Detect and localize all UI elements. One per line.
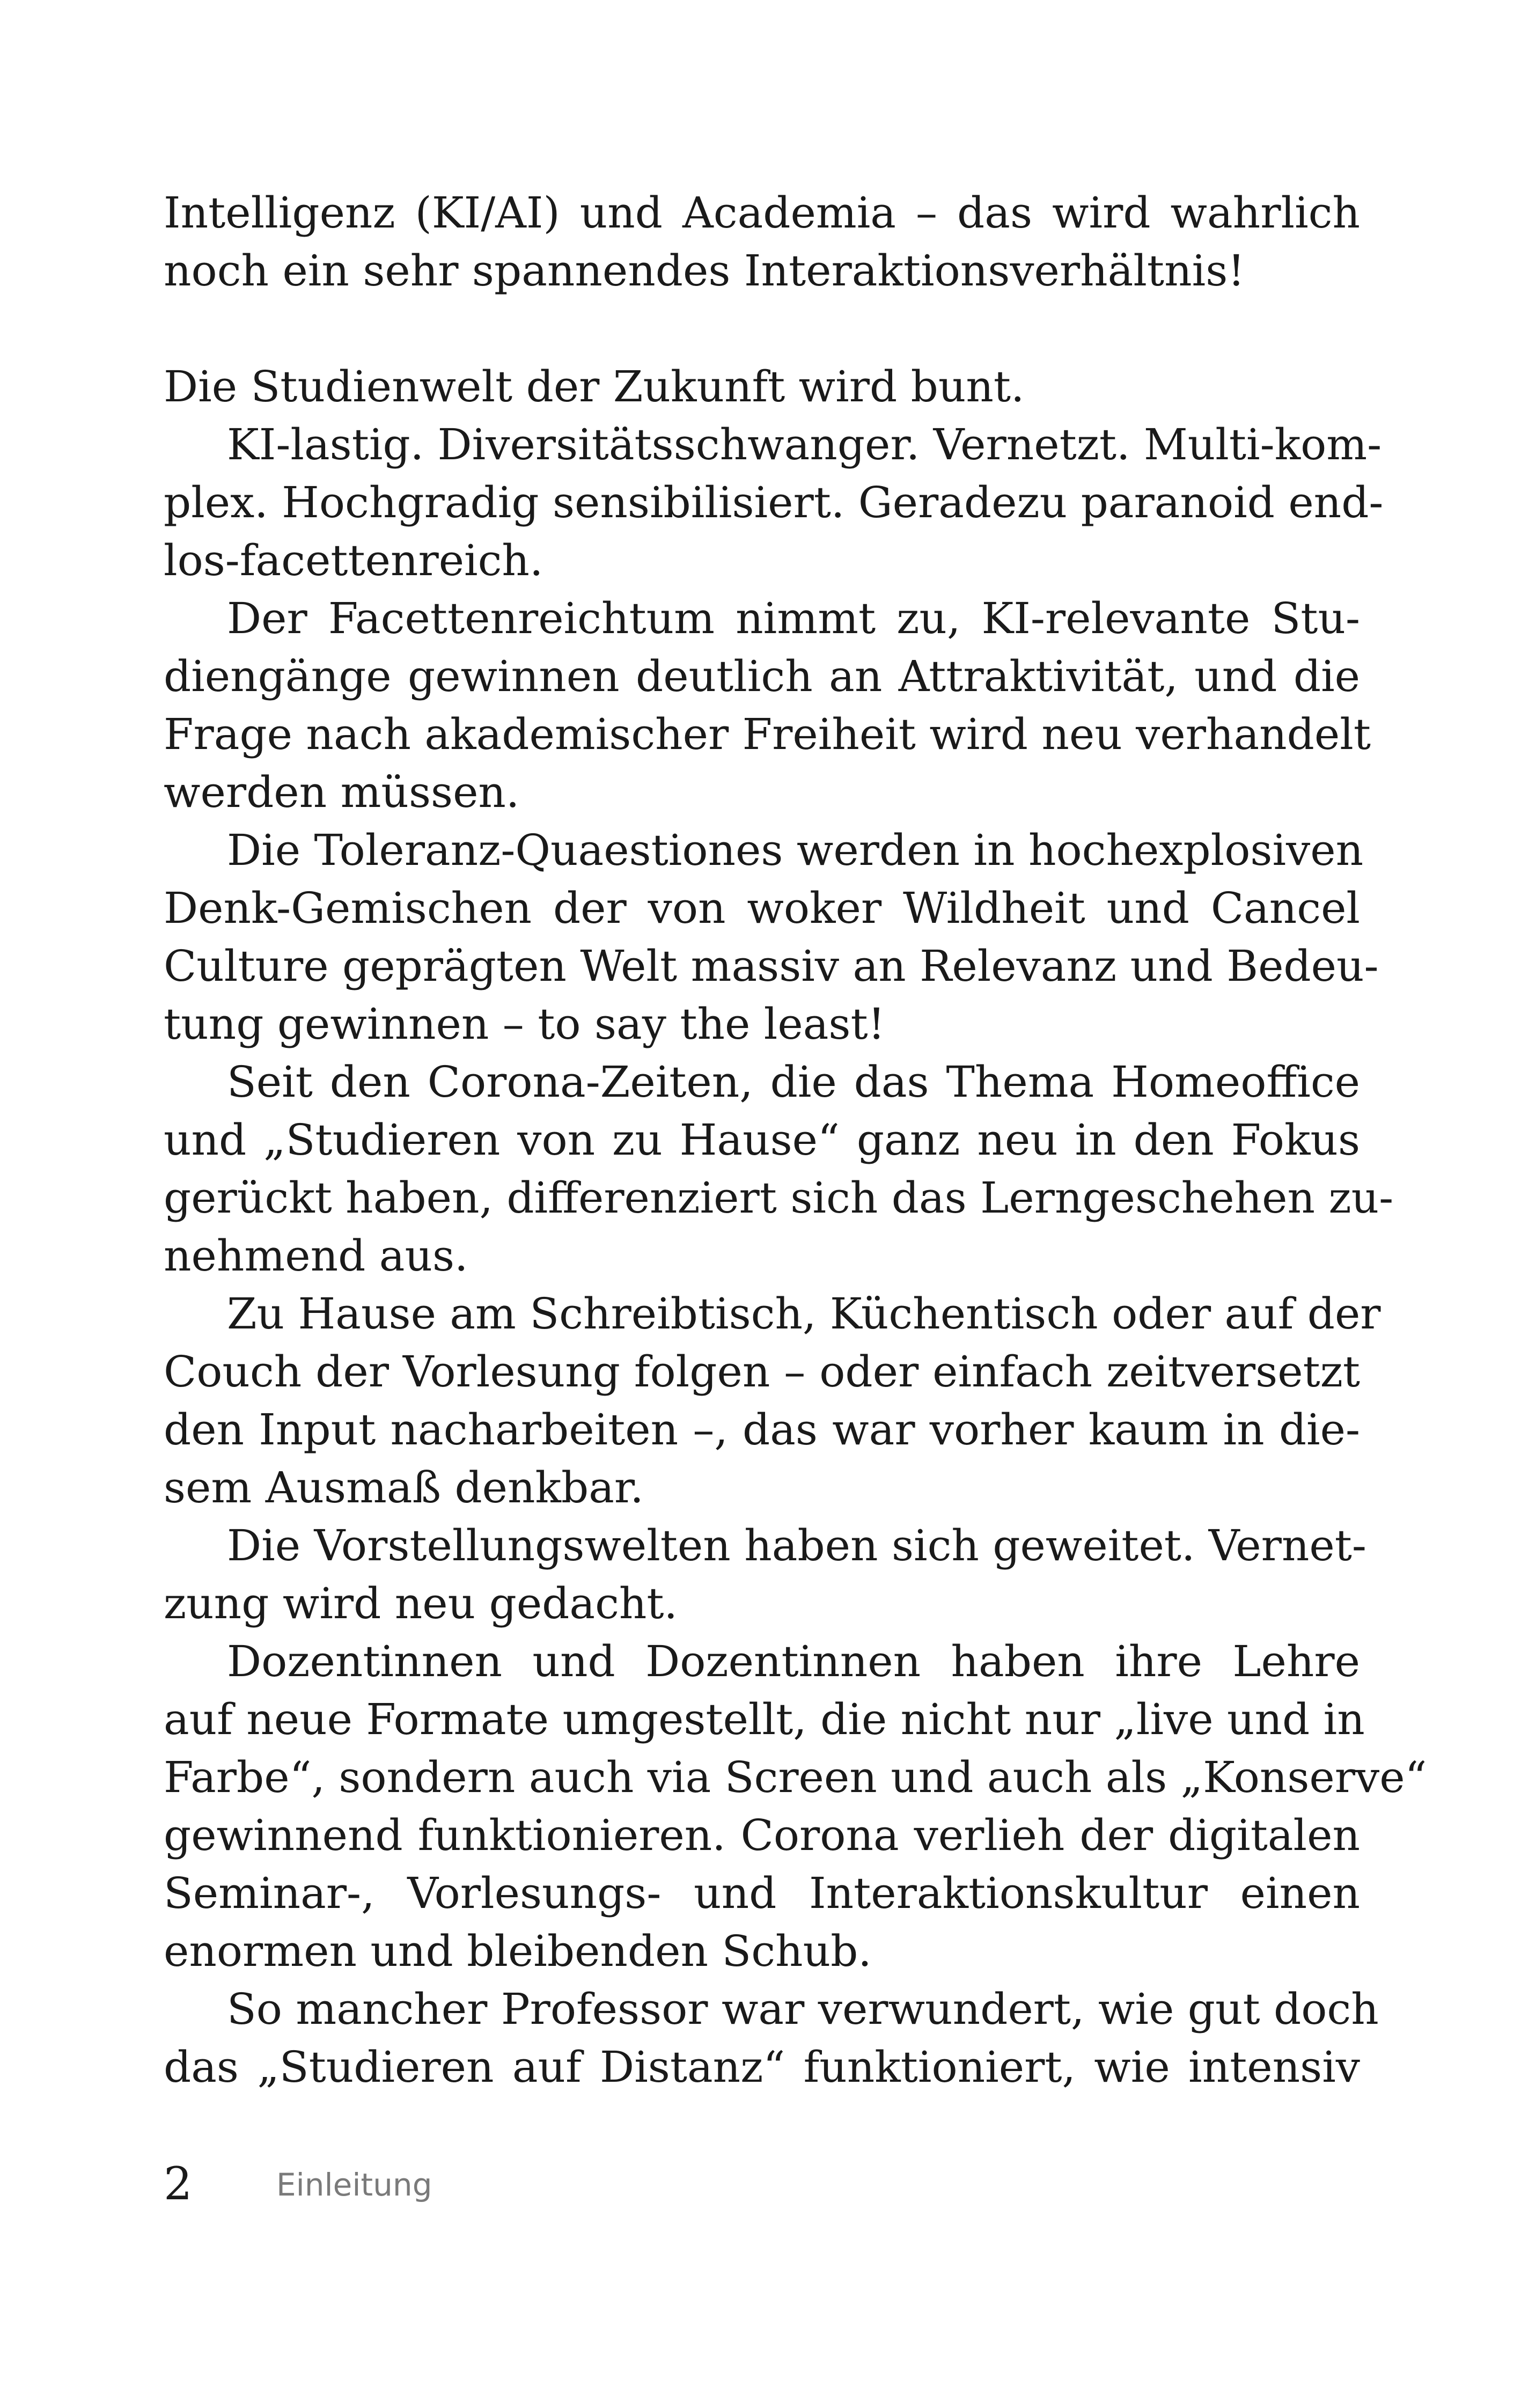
text-line: nehmend aus.: [164, 1231, 468, 1281]
text-line: werden müssen.: [164, 767, 520, 817]
text-line: gewinnend funktionieren. Corona verlieh der digitalen: [164, 1810, 1360, 1860]
text-line: KI-lastig. Diversitätsschwanger. Vernetzt. Multi-kom-: [227, 420, 1382, 469]
text-line: den Input nacharbeiten –, das war vorher kaum in die-: [164, 1405, 1360, 1455]
running-head: Einleitung: [276, 2167, 432, 2203]
text-line: noch ein sehr spannendes Interaktionsverhältnis!: [164, 246, 1245, 296]
text-line: Seminar-, Vorlesungs- und Interaktionskultur einen: [164, 1868, 1360, 1918]
text-line: Culture geprägten Welt massiv an Relevanz und Bedeu-: [164, 941, 1379, 991]
body-text: [164, 184, 1427, 2096]
text-line: Die Studienwelt der Zukunft wird bunt.: [164, 362, 1025, 412]
text-line: Couch der Vorlesung folgen – oder einfach zeitversetzt: [164, 1347, 1360, 1397]
text-line: Die Toleranz-Quaestiones werden in hochexplosiven: [227, 825, 1364, 875]
text-line: Frage nach akademischer Freiheit wird neu verhandelt: [164, 709, 1371, 759]
text-line: enormen und bleibenden Schub.: [164, 1926, 872, 1976]
text-line: gerückt haben, differenziert sich das Lerngeschehen zu-: [164, 1173, 1394, 1223]
text-line: Dozentinnen und Dozentinnen haben ihre Lehre: [227, 1636, 1360, 1686]
text-line: Der Facettenreichtum nimmt zu, KI-relevante Stu-: [227, 593, 1360, 643]
text-line: tung gewinnen – to say the least!: [164, 999, 885, 1049]
page-number: 2: [164, 2157, 193, 2210]
text-line: auf neue Formate umgestellt, die nicht nur „live und in: [164, 1694, 1365, 1744]
text-line: sem Ausmaß denkbar.: [164, 1463, 644, 1513]
text-line: plex. Hochgradig sensibilisiert. Geradezu paranoid end-: [164, 478, 1384, 527]
text-line: das „Studieren auf Distanz“ funktioniert, wie intensiv: [164, 2042, 1360, 2092]
text-line: Die Vorstellungswelten haben sich geweitet. Vernet-: [227, 1521, 1366, 1570]
text-line: So mancher Professor war verwundert, wie gut doch: [227, 1984, 1379, 2034]
text-line: los-facettenreich.: [164, 535, 543, 585]
text-line: und „Studieren von zu Hause“ ganz neu in den Fokus: [164, 1115, 1360, 1165]
text-line: Zu Hause am Schreibtisch, Küchentisch oder auf der: [227, 1289, 1381, 1339]
text-line: Seit den Corona-Zeiten, die das Thema Homeoffice: [227, 1057, 1360, 1107]
text-line: Denk-Gemischen der von woker Wildheit und Cancel: [164, 883, 1360, 933]
text-line: Intelligenz (KI/AI) und Academia – das wird wahrlich: [164, 188, 1360, 238]
text-line: zung wird neu gedacht.: [164, 1579, 678, 1628]
text-line: Farbe“, sondern auch via Screen und auch als „Konserve“: [164, 1752, 1427, 1802]
paragraph-gap: [164, 300, 1360, 358]
text-line: diengänge gewinnen deutlich an Attraktivität, und die: [164, 651, 1360, 701]
